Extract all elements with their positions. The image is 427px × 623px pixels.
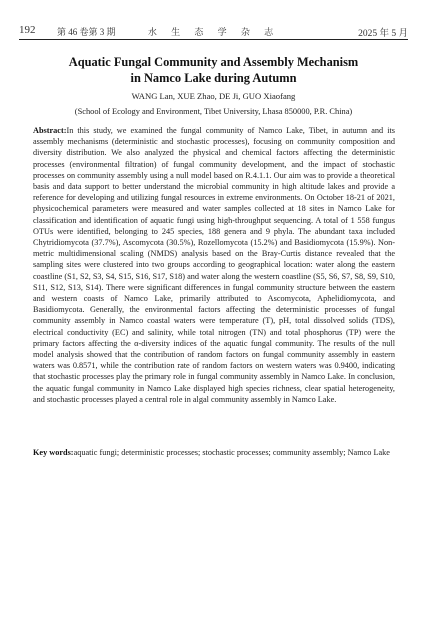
- title-line-1: Aquatic Fungal Community and Assembly Mechanism: [68, 55, 359, 69]
- issue-date: 2025 年 5 月: [358, 29, 408, 39]
- header-divider: [19, 39, 408, 40]
- affiliation: (School of Ecology and Environment, Tibet University, Lhasa 850000, P.R. China): [74, 107, 353, 116]
- page-number: 192: [19, 24, 36, 36]
- abstract-text: In this study, we examined the fungal community of Namco Lake, Tibet, in autumn and its assembly mechanisms (deterministic and stochastic processes), focusing on community composition and diversity distribution. We also analyzed the physical and chemical factors affecting the deterministic processes (environmental filtration) of fungal community development, and the impact of stochastic processes on community assembly using a null model based on R.4.1.1. Our aim was to provide a theoretical basis and data support to better understand the microbial community in high altitude lakes and provide a reference for developing and utilizing fungal resources in extreme environments. On October 18-21 of 2021, physicochemical parameters were measured and water samples collected at 18 sites in Namco Lake for classification and identification of aquatic fungi using high-throughput sequencing. A total of 1 558 fungus OTUs were identified, belonging to 245 species, 188 genera and 9 phyla. The abundant taxa included Chytridiomycota (37.7%), Ascomycota (30.5%), Rozellomycota (15.2%) and Basidiomycota (15.9%). Non-metric multidimensional scaling (NMDS) analysis based on the Bray-Curtis distance revealed that the sampling sites were clustered into two groups according to geographical location: water along the eastern coastline (S1, S2, S3, S4, S15, S16, S17, S18) and water along the western coastline (S5, S6, S7, S8, S9, S10, S11, S12, S13, S14). There were significant differences in fungal community structure between the eastern and western coasts of Namco Lake, primarily attributed to Ascomycota, Aphelidiomycota, and Basidiomycota. Generally, the environmental factors affecting the deterministic processes of fungal community assembly in Namco coastal waters were temperature (T), pH, total dissolved solids (TDS), electrical conductivity (EC) and salinity, while total nitrogen (TN) and total phosphorus (TP) were the primary factors affecting the α-diversity indices of the aquatic fungal community. The results of the null model analysis showed that the contribution of random factors on fungal community assembly in eastern waters was 0.8571, while the contribution rate of random factors on western waters was 0.9400, indicating that stochastic processes play the primary role in fungal community assembly in Namco Lake. In conclusion, the aquatic fungal community in Namco Lake displayed high species richness, clear spatial heterogeneity, and stochastic processes played a central role in algal community assembly in Namco Lake.: [33, 126, 395, 404]
- abstract-block: [33, 125, 395, 405]
- journal-name: 水 生 态 学 杂 志: [147, 27, 280, 37]
- keywords-text: aquatic fungi; deterministic processes; stochastic processes; community assembly; Namco Lake: [73, 448, 390, 457]
- title-line-2: in Namco Lake during Autumn: [130, 71, 297, 85]
- volume-issue: 第 46 卷第 3 期: [57, 27, 116, 37]
- article-title: [30, 54, 397, 86]
- running-header: [19, 24, 408, 38]
- author-list: WANG Lan, XUE Zhao, DE Ji, GUO Xiaofang: [131, 91, 296, 101]
- keywords-label: Key words:: [33, 448, 74, 457]
- keywords-block: [33, 447, 395, 458]
- abstract-label: Abstract:: [33, 126, 67, 135]
